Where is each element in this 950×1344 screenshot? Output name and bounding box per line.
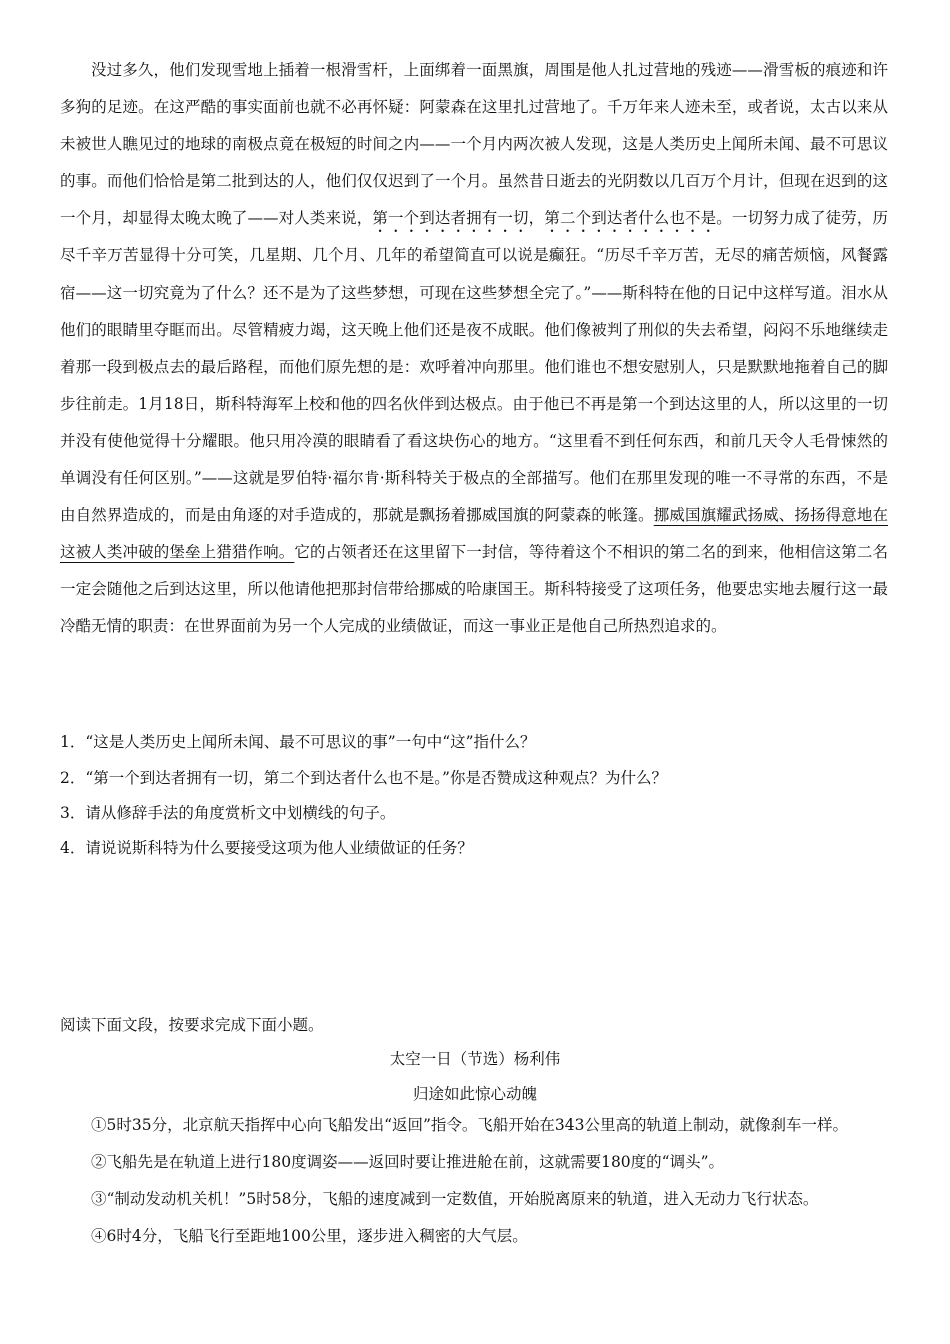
- article-body: [60, 1107, 888, 1255]
- article-paragraph: ②飞船先是在轨道上进行180度调姿——返回时要让推进舱在前，这就需要180度的“调头”。: [91, 1153, 725, 1171]
- question-2: 2．“第一个到达者拥有一切，第二个到达者什么也不是。”你是否赞成这种观点？为什么？: [60, 769, 667, 787]
- section-intro: 阅读下面文段，按要求完成下面小题。: [60, 1016, 324, 1034]
- passage-text: 。一切努力成了徒劳，历尽千辛万苦显得十分可笑，几星期、几个月、几年的希望简直可以说是癫狂。“历尽千辛万苦，无尽的痛苦烦恼，风餐露宿——这一切究竟为了什么？还不是为了这些梦想，可现在这些梦想全完了。”——斯科特在他的日记中这样写道。泪水从他们的眼睛里夺眶而出。尽管精疲力竭，这天晚上他们还是夜不成眠。他们像被判了刑似的失去希望，闷闷不乐地继续走着那一段到极点去的最后路程，而他们原先想的是：欢呼着冲向那里。他们谁也不想安慰别人，只是默默地拖着自己的脚步往前走。1月18日，斯科特海军上校和他的四名伙伴到达极点。由于他已不再是第一个到达这里的人，所以这里的一切并没有使他觉得十分耀眼。他只用冷漠的眼睛看了看这块伤心的地方。“这里看不到任何东西，和前几天令人毛骨悚然的单调没有任何区别。”——这就是罗伯特·福尔肯·斯科特关于极点的全部描写。他们在那里发现的唯一不寻常的东西，不是由自然界造成的，而是由角逐的对手造成的，那就是飘扬着挪威国旗的阿蒙森的帐篷。: [60, 209, 888, 525]
- question-3: 3．请从修辞手法的角度赏析文中划横线的句子。: [60, 804, 396, 822]
- question-4: 4．请说说斯科特为什么要接受这项为他人业绩做证的任务？: [60, 839, 473, 857]
- article-subtitle: 归途如此惊心动魄: [412, 1085, 537, 1103]
- article-paragraph: ④6时4分，飞船飞行至距地100公里，逐步进入稠密的大气层。: [91, 1227, 528, 1245]
- emphasized-phrase-1: 第一个到达者拥有一切: [372, 209, 529, 228]
- article-paragraph: ③“制动发动机关机！”5时58分，飞船的速度减到一定数值，开始脱离原来的轨道，进入无动力飞行状态。: [91, 1190, 819, 1208]
- emphasized-phrase-2: 第二个到达者什么也不是: [544, 209, 717, 228]
- passage-paragraph: [60, 52, 888, 646]
- article-paragraph: ①5时35分，北京航天指挥中心向飞船发出“返回”指令。飞船开始在343公里高的轨道上制动，就像刹车一样。: [91, 1116, 849, 1134]
- article-title: 太空一日（节选）杨利伟: [389, 1050, 561, 1068]
- passage-text: 没过多久，他们发现雪地上插着一根滑雪杆，上面绑着一面黑旗，周围是他人扎过营地的残迹——滑雪板的痕迹和许多狗的足迹。在这严酷的事实面前也就不必再怀疑：阿蒙森在这里扎过营地了。千万年来人迹未至，或者说，太古以来从未被世人瞧见过的地球的南极点竟在极短的时间之内——一个月内两次被人发现，这是人类历史上闻所未闻、最不可思议的事。而他们恰恰是第二批到达的人，他们仅仅迟到了一个月。虽然昔日逝去的光阴数以几百万个月计，但现在迟到的这一个月，却显得太晚太晚了——对人类来说，: [60, 61, 888, 228]
- question-1: 1．“这是人类历史上闻所未闻、最不可思议的事”一句中“这”指什么？: [60, 733, 536, 751]
- passage-text: 它的占领者还在这里留下一封信，等待着这个不相识的第二名的到来，他相信这第二名一定会随他之后到达这里，所以他请他把那封信带给挪威的哈康国王。斯科特接受了这项任务，他要忠实地去履行这一最冷酷无情的职责：在世界面前为另一个人完成的业绩做证，而这一事业正是他自己所热烈追求的。: [60, 543, 888, 636]
- passage-text: ，: [528, 209, 545, 228]
- underlined-sentence: 挪威国旗耀武扬威、扬扬得意地在这被人类冲破的堡垒上猎猎作响。: [60, 506, 888, 562]
